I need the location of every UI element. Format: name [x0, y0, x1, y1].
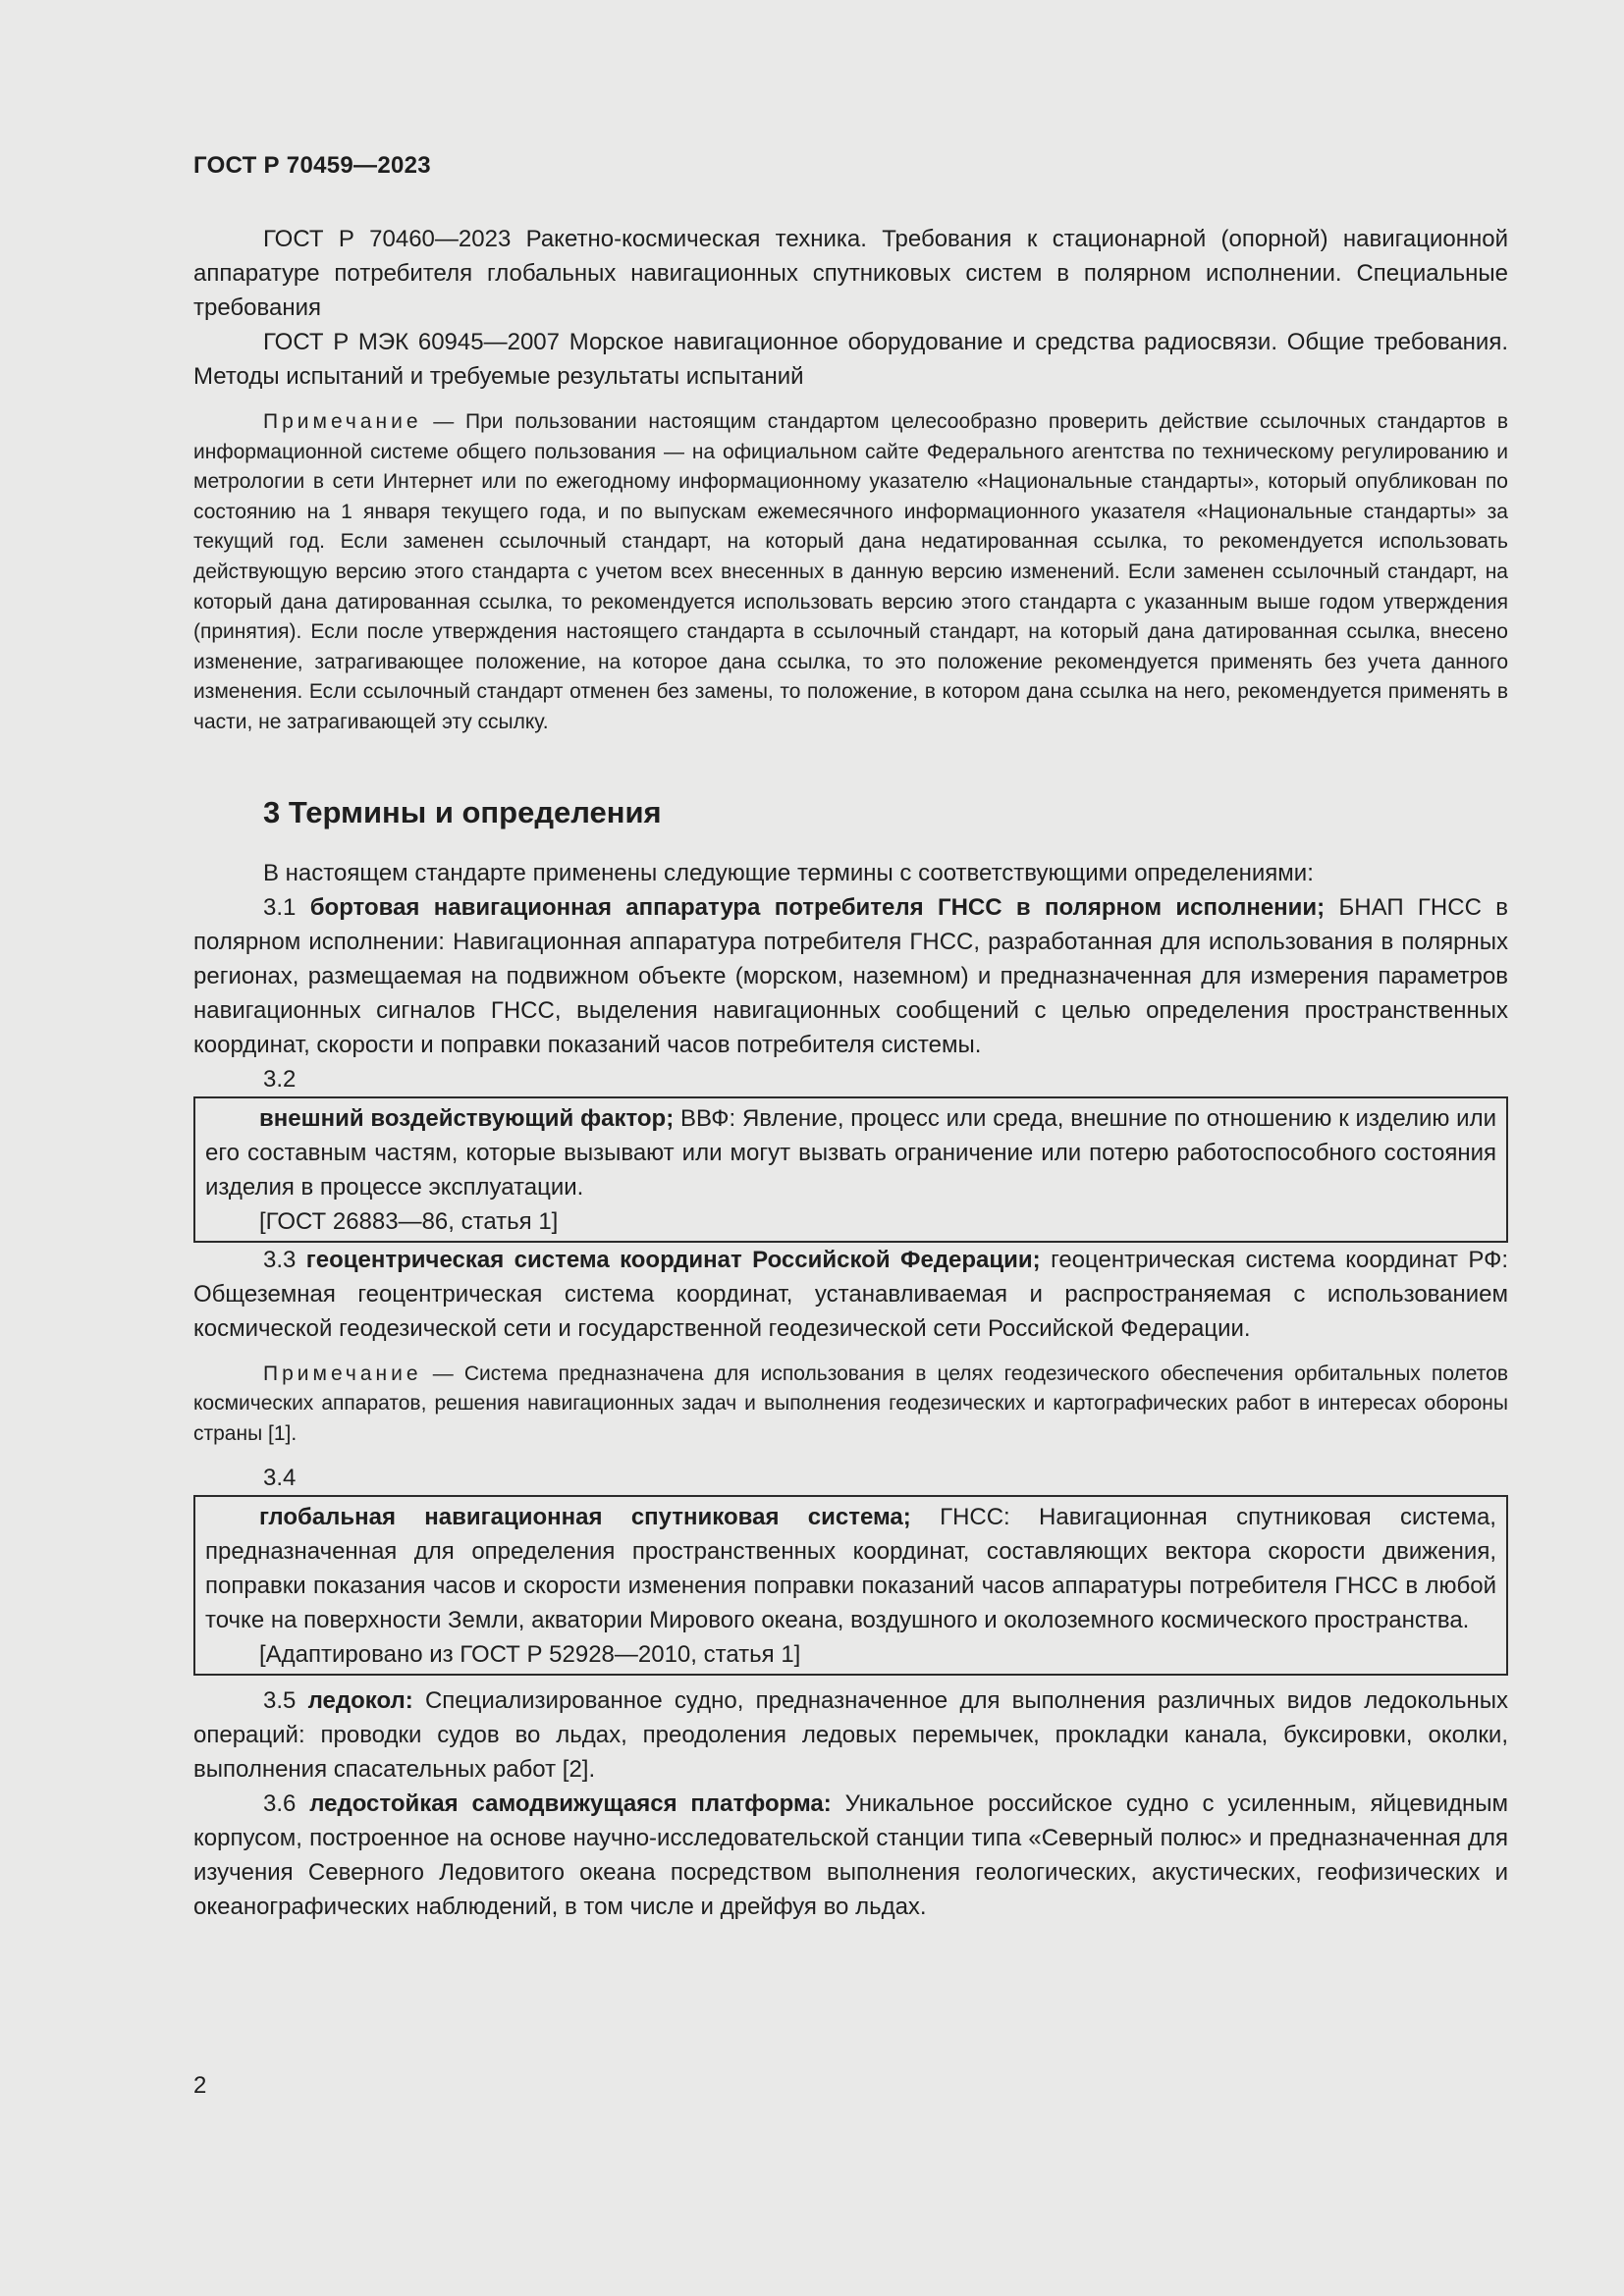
reference-note: [193, 407, 1508, 738]
term-3-5: [193, 1683, 1508, 1787]
term-definition: геоцентрическая система координат РФ: Общеземная геоцентрическая система координат, устанавливаемая и распространяемая с использованием космической геодезической сети и государственной геодезической сети Российской Федерации.: [193, 1246, 1509, 1342]
term-number: 3.4: [263, 1465, 297, 1492]
term-name: ледокол:: [307, 1687, 413, 1715]
section-title: 3 Термины и определения: [263, 794, 662, 829]
term-number: 3.2: [263, 1065, 297, 1093]
term-name: ледостойкая самодвижущаяся платформа:: [309, 1790, 832, 1818]
term-definition: Специализированное судно, предназначенное для выполнения различных видов ледокольных операций: проводки судов во льдах, преодоления ледовых перемычек, прокладки канала, буксировки, околки, выполнения спасательных работ [2].: [193, 1687, 1508, 1784]
normative-reference-2: ГОСТ Р МЭК 60945—2007 Морское навигационное оборудование и средства радиосвязи. Общие требования. Методы испытаний и требуемые результаты испытаний: [193, 329, 1508, 390]
term-source: [Адаптировано из ГОСТ Р 52928—2010, статья 1]: [259, 1641, 801, 1669]
normative-reference-1: ГОСТ Р 70460—2023 Ракетно-космическая техника. Требования к стационарной (опорной) навигационной аппаратуре потребителя глобальных навигационных спутниковых систем в полярном исполнении. Специальные требования: [193, 226, 1508, 321]
term-name: глобальная навигационная спутниковая система;: [259, 1504, 911, 1531]
term-3-2-box: [193, 1096, 1508, 1243]
document-body: [193, 222, 1508, 1924]
term-source: [ГОСТ 26883—86, статья 1]: [259, 1207, 559, 1235]
term-3-2: [205, 1101, 1496, 1204]
section-intro: В настоящем стандарте применены следующие термины с соответствующими определениями:: [263, 859, 1314, 886]
term-number: 3.5: [263, 1687, 308, 1715]
page-number: 2: [193, 2072, 207, 2099]
note-text: — Система предназначена для использования в целях геодезического обеспечения орбитальных полетов космических аппаратов, решения навигационных задач и выполнения геодезических и картографических работ в интересах обороны страны [1].: [193, 1362, 1508, 1445]
term-definition: ГНСС: Навигационная спутниковая система, предназначенная для определения пространственных координат, составляющих вектора скорости движения, поправки показания часов и скорости изменения поправки показаний часов аппаратуры потребителя ГНСС в любой точке на поверхности Земли, акватории Мирового океана, воздушного и околоземного космического пространства.: [205, 1504, 1496, 1634]
term-note: [193, 1360, 1508, 1450]
term-3-3: [193, 1243, 1508, 1346]
term-name: геоцентрическая система координат Российской Федерации;: [305, 1246, 1041, 1273]
term-number: 3.6: [263, 1790, 310, 1818]
term-definition: БНАП ГНСС в полярном исполнении: Навигационная аппаратура потребителя ГНСС, разработанная для использования в полярных регионах, размещаемая на подвижном объекте (морском, наземном) и предназначенная для измерения параметров навигационных сигналов ГНСС, выделения навигационных сообщений с целью определения пространственных координат, скорости и поправки показаний часов потребителя системы.: [193, 893, 1508, 1058]
term-3-4: [205, 1500, 1496, 1637]
term-definition: Уникальное российское судно с усиленным, яйцевидным корпусом, построенное на основе научно-исследовательской станции типа «Северный полюс» и предназначенная для изучения Северного Ледовитого океана посредством выполнения геологических, акустических, геофизических и океанографических наблюдений, в том числе и дрейфуя во льдах.: [193, 1790, 1508, 1921]
term-number: 3.1: [263, 893, 310, 921]
term-name: бортовая навигационная аппаратура потребителя ГНСС в полярном исполнении;: [309, 893, 1326, 921]
note-label: Примечание: [263, 410, 422, 433]
term-3-1: [193, 890, 1508, 1062]
term-3-6: [193, 1787, 1508, 1924]
term-number: 3.3: [263, 1246, 306, 1273]
note-text: — При пользовании настоящим стандартом целесообразно проверить действие ссылочных стандартов в информационной системе общего пользования — на официальном сайте Федерального агентства по техническому регулированию и метрологии в сети Интернет или по ежегодному информационному указателю «Национальные стандарты», который опубликован по состоянию на 1 января текущего года, и по выпускам ежемесячного информационного указателя «Национальные стандарты» за текущий год. Если заменен ссылочный стандарт, на который дана недатированная ссылка, то рекомендуется использовать действующую версию этого стандарта с учетом всех внесенных в данную версию изменений. Если заменен ссылочный стандарт, на который дана датированная ссылка, то рекомендуется использовать версию этого стандарта с указанным выше годом утверждения (принятия). Если после утверждения настоящего стандарта в ссылочный стандарт, на который дана датированная ссылка, внесено изменение, затрагивающее положение, на которое дана ссылка, то это положение рекомендуется применять без учета данного изменения. Если ссылочный стандарт отменен без замены, то положение, в котором дана ссылка на него, рекомендуется применять в части, не затрагивающей эту ссылку.: [193, 410, 1508, 733]
note-label: Примечание: [263, 1362, 422, 1385]
document-header: ГОСТ Р 70459—2023: [193, 152, 431, 179]
term-3-4-box: [193, 1495, 1508, 1676]
term-name: внешний воздействующий фактор;: [259, 1104, 675, 1132]
term-definition: ВВФ: Явление, процесс или среда, внешние по отношению к изделию или его составным частям, которые вызывают или могут вызвать ограничение или потерю работоспособного состояния изделия в процессе эксплуатации.: [205, 1104, 1496, 1201]
